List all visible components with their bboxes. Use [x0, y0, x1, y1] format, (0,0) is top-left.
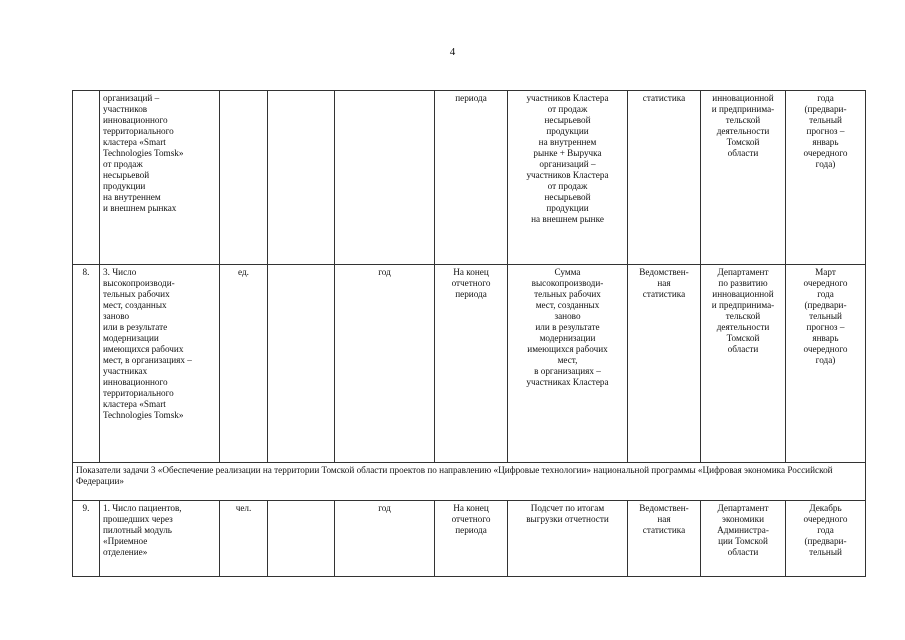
empty-cell — [268, 501, 335, 577]
period-end: На конец отчетного периода — [435, 501, 508, 577]
data-source: Ведомствен- ная статистика — [628, 501, 701, 577]
table-row — [73, 501, 866, 577]
periodicity: год — [335, 501, 435, 577]
section-row — [73, 463, 866, 501]
row-number: 8. — [73, 265, 100, 463]
data-source: Ведомствен- ная статистика — [628, 265, 701, 463]
periodicity: год — [335, 265, 435, 463]
data-source: статистика — [628, 91, 701, 265]
page-number: 4 — [449, 46, 456, 58]
calculation-method: участников Кластера от продаж несырьевой продукции на внутреннем рынке + Выручка организаций – участников Кластера от продаж несырьевой продукции на внешнем рынке — [508, 91, 628, 265]
empty-cell — [268, 265, 335, 463]
calculation-method: Подсчет по итогам выгрузки отчетности — [508, 501, 628, 577]
deadline: Декабрь очередного года (предвари- тельный — [786, 501, 866, 577]
indicator-name: 1. Число пациентов, прошедших через пилотный модуль «Приемное отделение» — [100, 501, 220, 577]
empty-cell — [268, 91, 335, 265]
indicator-name: 3. Число высокопроизводи- тельных рабочих мест, созданных заново или в результате модернизации имеющихся рабочих мест, в организациях – участниках инновационного территориального кластера «Smart Technologies Tomsk» — [100, 265, 220, 463]
indicators-table — [72, 90, 866, 577]
deadline: года (предвари- тельный прогноз – январь очередного года) — [786, 91, 866, 265]
unit: ед. — [220, 265, 268, 463]
row-number: 9. — [73, 501, 100, 577]
indicator-name: организаций – участников инновационного территориального кластера «Smart Technologies Tomsk» от продаж несырьевой продукции на внутреннем и внешнем рынках — [100, 91, 220, 265]
period-end: На конец отчетного периода — [435, 265, 508, 463]
responsible: Департамент по развитию инновационной и предпринима- тельской деятельности Томской области — [701, 265, 786, 463]
period-end: периода — [435, 91, 508, 265]
table-row — [73, 265, 866, 463]
periodicity — [335, 91, 435, 265]
unit — [220, 91, 268, 265]
unit: чел. — [220, 501, 268, 577]
section-header: Показатели задачи 3 «Обеспечение реализации на территории Томской области проектов по направлению «Цифровые технологии» национальной программы «Цифровая экономика Российской Федерации» — [73, 463, 866, 501]
row-number — [73, 91, 100, 265]
responsible: Департамент экономики Администра- ции Томской области — [701, 501, 786, 577]
calculation-method: Сумма высокопроизводи- тельных рабочих мест, созданных заново или в результате модернизации имеющихся рабочих мест, в организациях – участниках Кластера — [508, 265, 628, 463]
table-row — [73, 91, 866, 265]
deadline: Март очередного года (предвари- тельный прогноз – январь очередного года) — [786, 265, 866, 463]
responsible: инновационной и предпринима- тельской деятельности Томской области — [701, 91, 786, 265]
